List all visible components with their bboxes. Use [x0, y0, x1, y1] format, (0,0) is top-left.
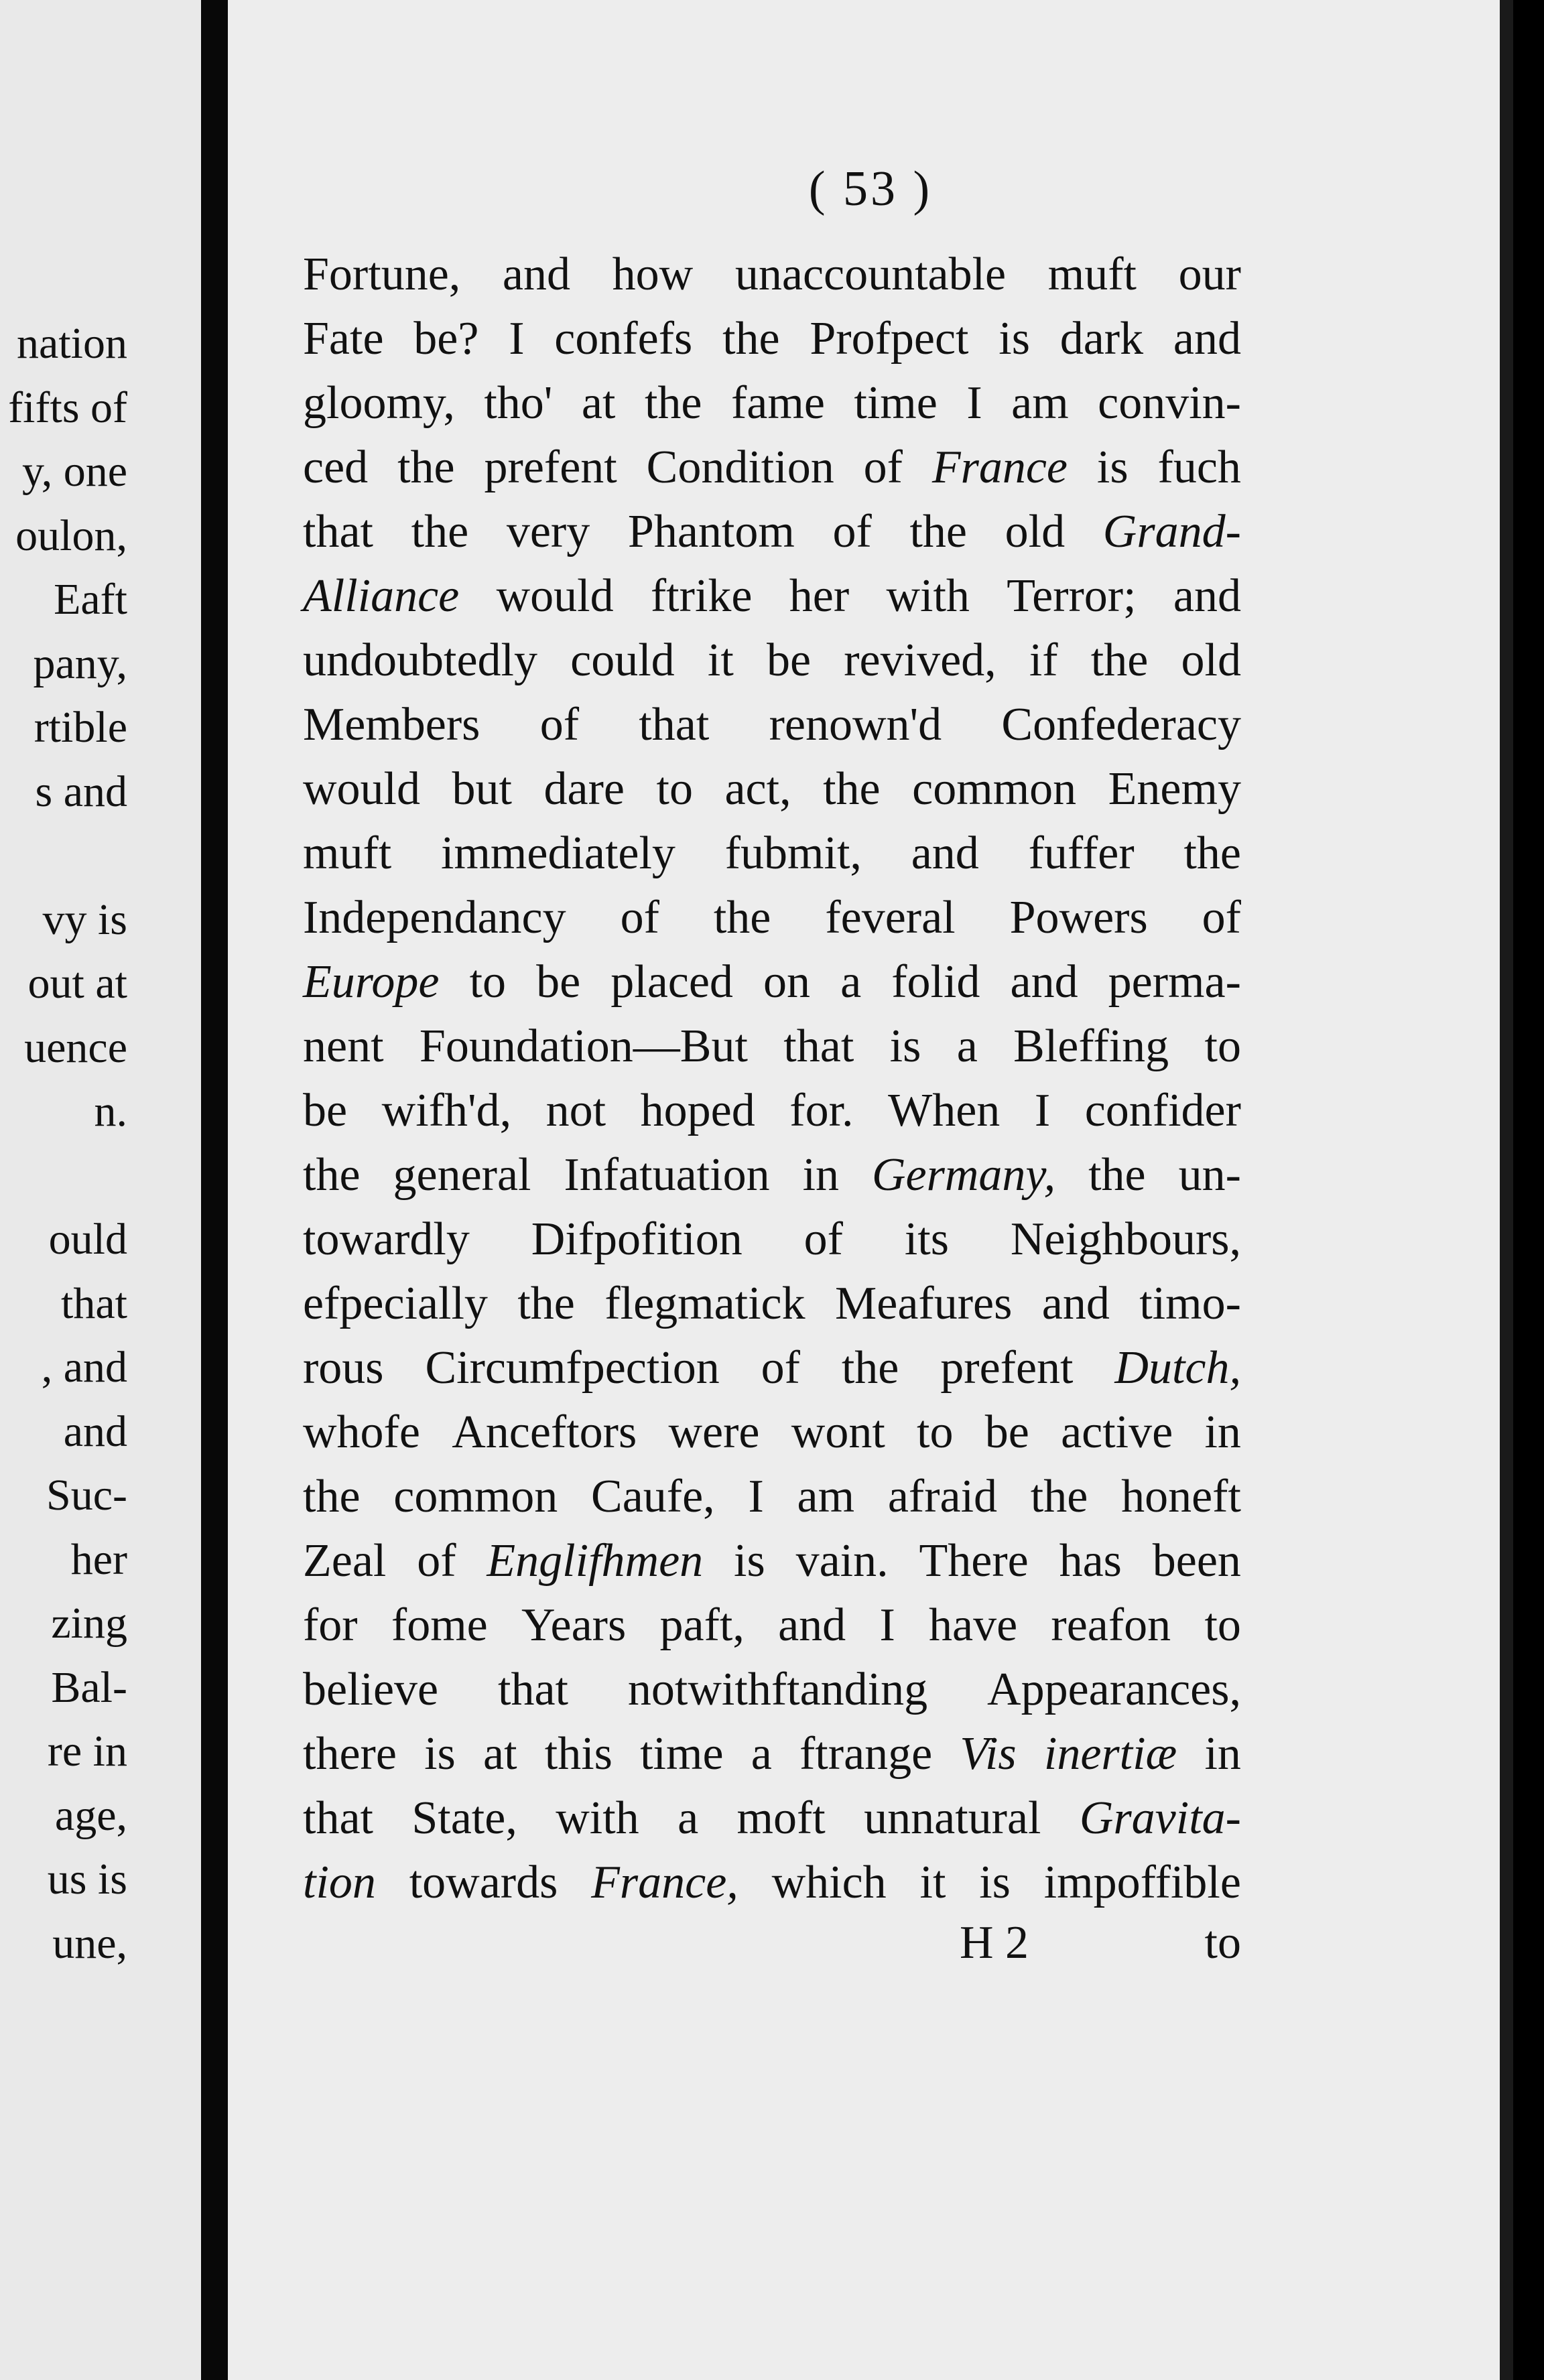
- left-page-line: age,: [54, 1790, 127, 1840]
- text-line: the common Caufe, I am afraid the honeft: [303, 1471, 1241, 1522]
- text-line: Members of that renown'd Confederacy: [303, 699, 1241, 750]
- left-page-line: and: [63, 1406, 127, 1456]
- left-page-line: rtible: [34, 703, 127, 752]
- text-line: that State, with a moft unnatural Gravita-: [303, 1792, 1241, 1844]
- text-line: believe that notwithftanding Appearances,: [303, 1664, 1241, 1715]
- text-line: be wifh'd, not hoped for. When I confider: [303, 1085, 1241, 1136]
- left-page-line: vy is: [42, 895, 127, 944]
- text-line: ced the prefent Condition of France is fuch: [303, 442, 1241, 493]
- text-line: Fortune, and how unaccountable muft our: [303, 249, 1241, 300]
- text-line: tion towards France, which it is impoffible: [303, 1857, 1241, 1908]
- left-page-line: nation: [17, 319, 127, 368]
- text-line: muft immediately fubmit, and fuffer the: [303, 828, 1241, 879]
- page-edge-shadow: [1500, 0, 1513, 2380]
- left-page-line: n.: [94, 1087, 127, 1136]
- text-line: gloomy, tho' at the fame time I am convin-: [303, 377, 1241, 429]
- text-line: efpecially the flegmatick Meafures and timo-: [303, 1278, 1241, 1329]
- left-page-line: pany,: [33, 639, 127, 688]
- catchword: to: [1204, 1917, 1241, 1969]
- text-line: for fome Years paft, and I have reafon to: [303, 1599, 1241, 1651]
- text-line: towardly Difpofition of its Neighbours,: [303, 1213, 1241, 1265]
- left-page-line: zing: [51, 1599, 127, 1648]
- left-page-line: une,: [52, 1918, 127, 1968]
- text-line: Europe to be placed on a folid and perma-: [303, 956, 1241, 1008]
- left-page-line: out at: [27, 959, 127, 1008]
- page-number: ( 53 ): [808, 161, 933, 216]
- binding-gutter: [201, 0, 228, 2380]
- text-line: rous Circumfpection of the prefent Dutch,: [303, 1342, 1241, 1394]
- text-line: whofe Anceftors were wont to be active in: [303, 1406, 1241, 1458]
- left-page-line: ould: [48, 1215, 127, 1264]
- left-page-line: oulon,: [15, 511, 127, 560]
- text-line: the general Infatuation in Germany, the un-: [303, 1149, 1241, 1201]
- left-page-line: Suc-: [46, 1471, 127, 1520]
- left-page-text-fragments: [0, 312, 127, 1975]
- left-page-line: her: [70, 1534, 127, 1584]
- left-page-line: , and: [41, 1343, 127, 1392]
- left-page-line: y, one: [21, 447, 127, 496]
- left-page-line: us is: [47, 1855, 127, 1904]
- left-page-line: Eaft: [54, 575, 127, 624]
- text-line: Alliance would ftrike her with Terror; and: [303, 570, 1241, 622]
- text-line: that the very Phantom of the old Grand-: [303, 506, 1241, 557]
- left-page-line: fifts of: [8, 383, 127, 432]
- main-page: [228, 0, 1513, 2380]
- text-line: would but dare to act, the common Enemy: [303, 763, 1241, 815]
- left-page-line: s and: [35, 767, 127, 816]
- left-page-line: [0, 823, 127, 888]
- page-footer: [303, 1911, 1241, 1975]
- text-line: nent Foundation—But that is a Bleffing to: [303, 1020, 1241, 1072]
- left-page-line: re in: [47, 1727, 127, 1776]
- text-line: Independancy of the feveral Powers of: [303, 892, 1241, 943]
- left-facing-page: [0, 0, 201, 2380]
- signature-mark: H 2: [960, 1917, 1029, 1969]
- text-line: there is at this time a ftrange Vis inertiæ in: [303, 1728, 1241, 1780]
- text-line: Fate be? I confefs the Profpect is dark and: [303, 313, 1241, 365]
- left-page-line: that: [61, 1278, 127, 1328]
- text-line: undoubtedly could it be revived, if the old: [303, 635, 1241, 686]
- left-page-line: Bal-: [51, 1662, 127, 1712]
- left-page-line: uence: [24, 1022, 127, 1072]
- left-page-line: [0, 1144, 127, 1208]
- text-line: Zeal of Englifhmen is vain. There has been: [303, 1535, 1241, 1587]
- body-text: [303, 243, 1241, 1915]
